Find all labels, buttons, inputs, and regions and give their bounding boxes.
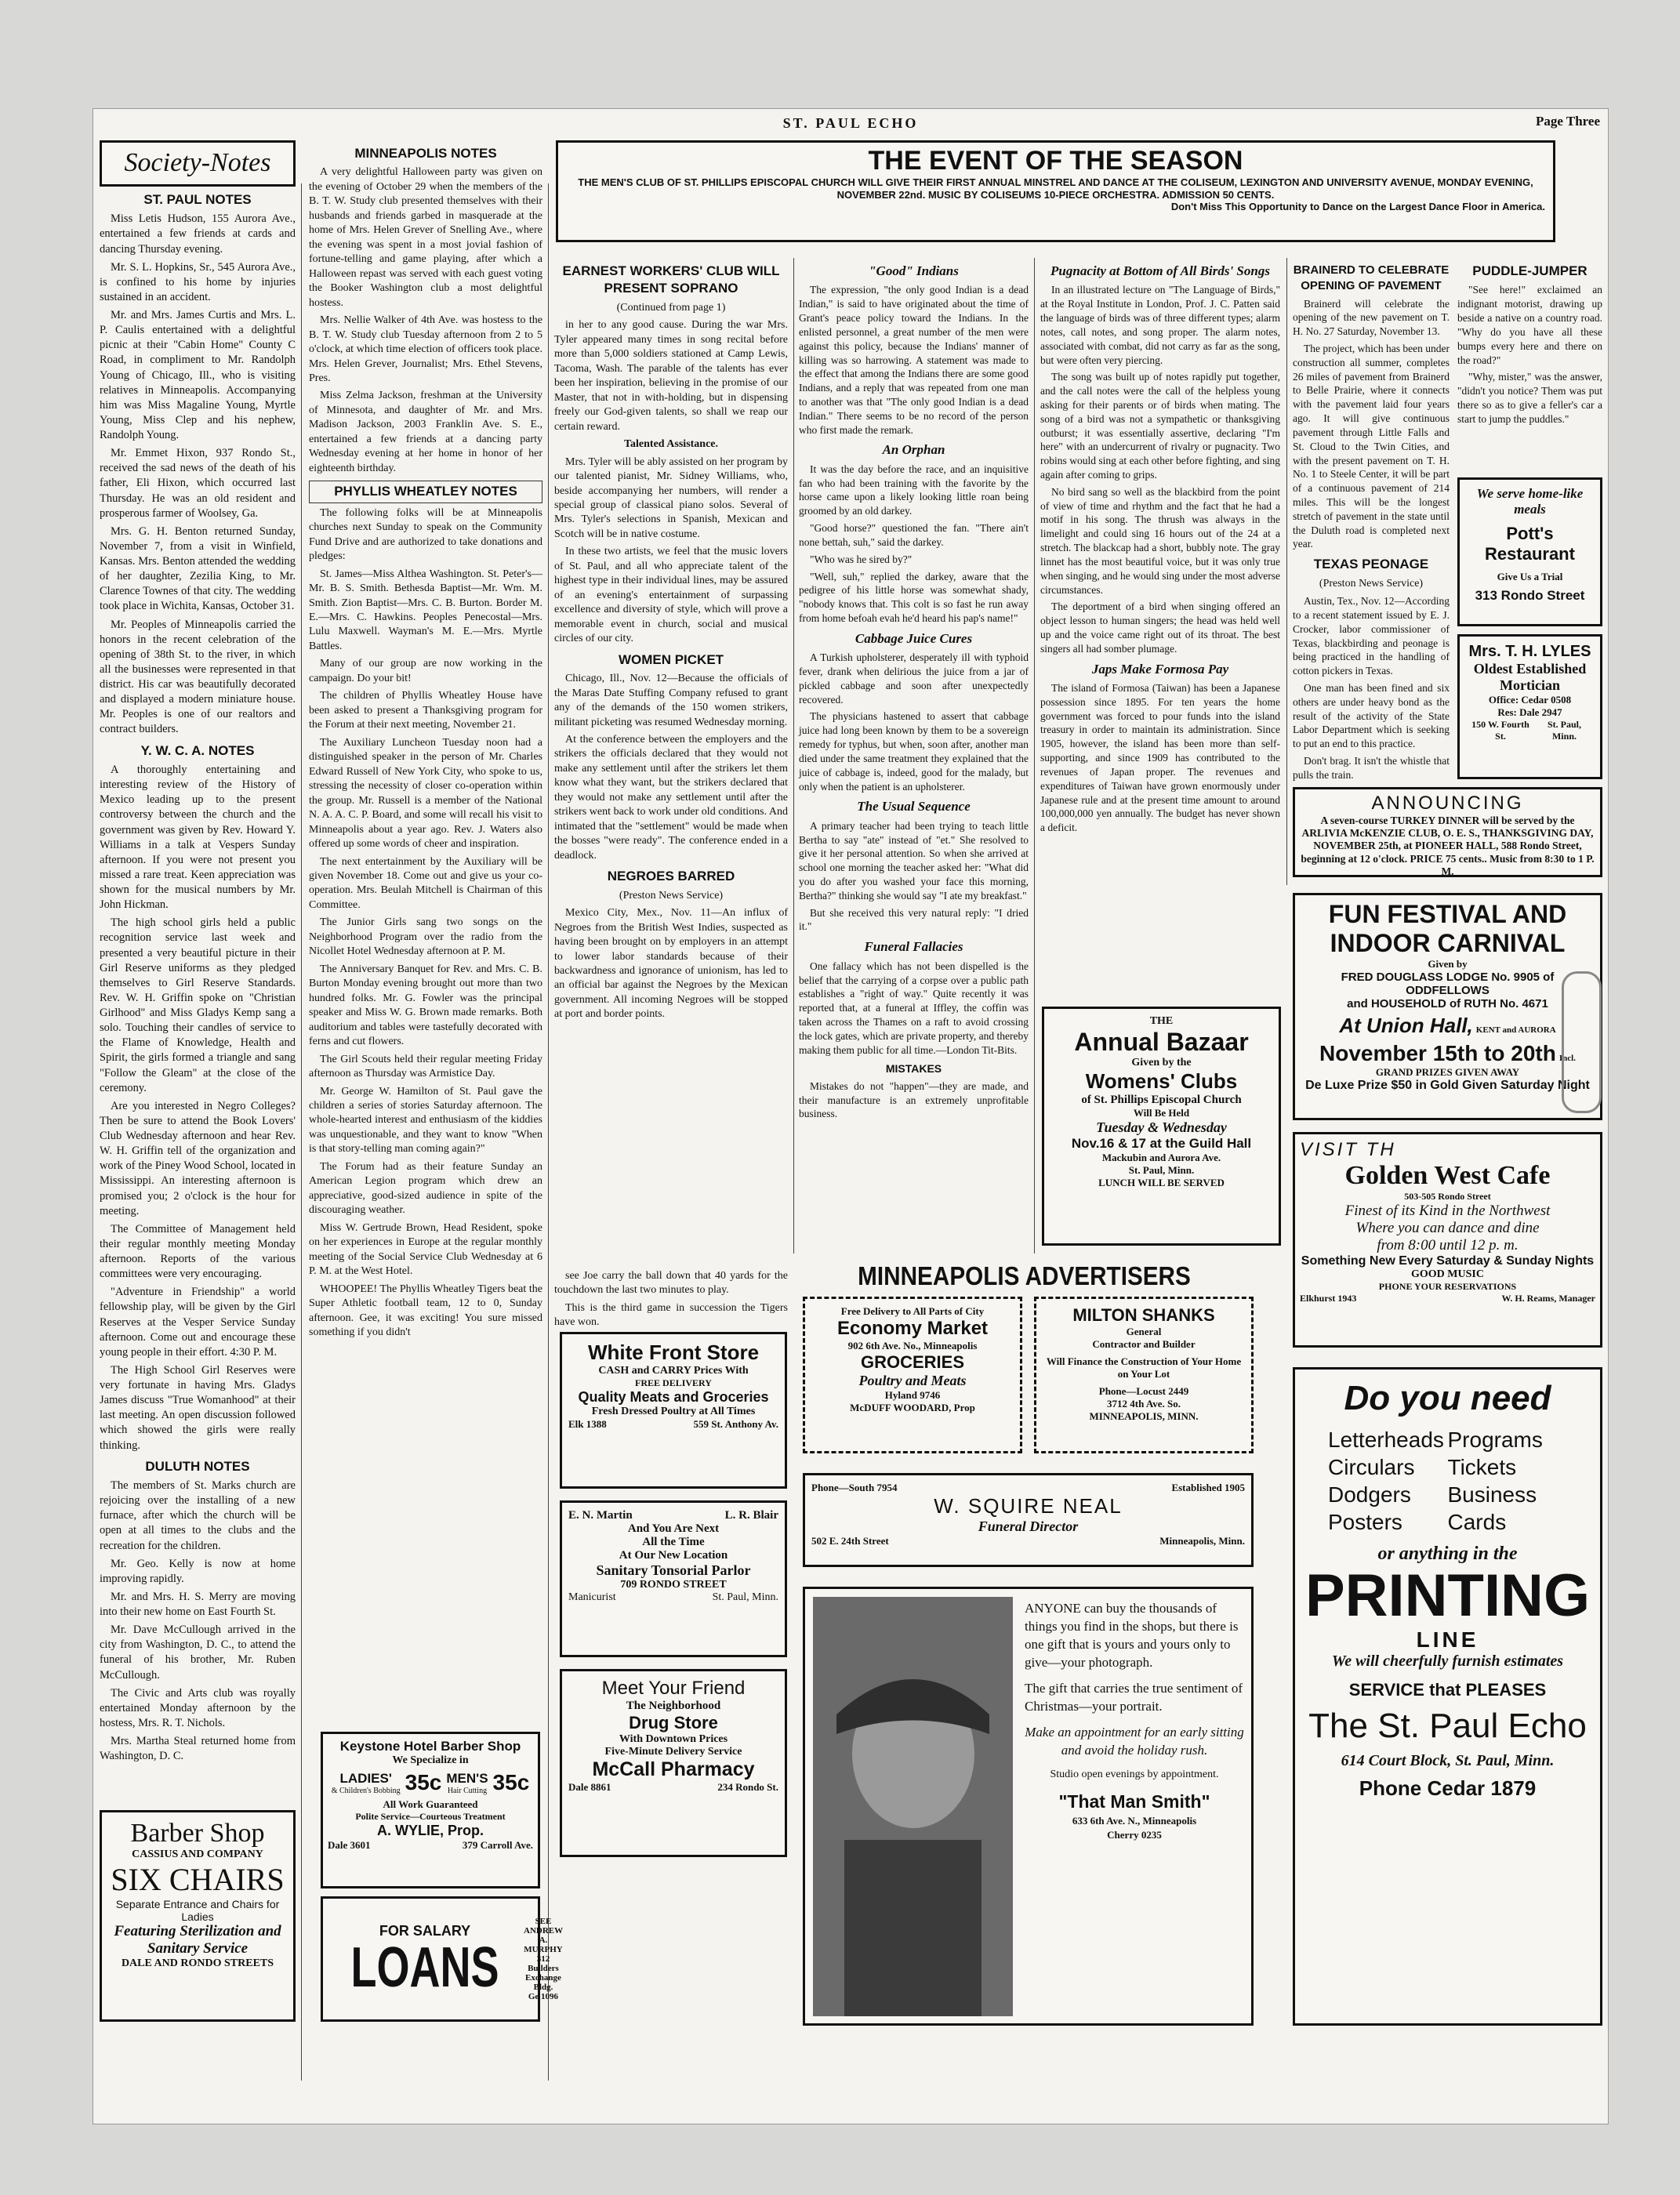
article-paragraph: The members of St. Marks church are rejoicing over the installing of a new furnace, after which the church will be open at all times to the clubs and the recreation for the children.: [100, 1479, 296, 1552]
col-minneapolis: [309, 140, 542, 1344]
article-paragraph: "Who was he sired by?": [810, 553, 913, 565]
article-paragraph: The physicians hastened to assert that cabbage juice had long been known by them to be a sovereign remedy for typhus, but when, soon after, another man died under the same treatment they explained that the juice of cabbage is, indeed, good for the malady, but only when the patient is an upholsterer.: [799, 710, 1029, 793]
keystone-l1: We Specialize in: [392, 1754, 469, 1766]
mccall-phone: Dale 8861: [568, 1781, 611, 1793]
article-paragraph: A Turkish upholsterer, desperately ill with typhoid fever, drank when delirious the juice from a jar of pickled cabbage and soon after unexpectedly recovered.: [799, 651, 1029, 706]
lyles-title: Mrs. T. H. LYLES: [1468, 643, 1591, 660]
heading-pugnacity: Pugnacity at Bottom of All Birds' Songs: [1050, 263, 1270, 278]
article-paragraph: The Auxiliary Luncheon Tuesday noon had a distinguished speaker in the person of Mr. Charles Edward Russell of New York City, who spoke to us, stressing the necessity of closer co-operation within the group. Mr. Russell is a member of the National N. A. A. C. P. Board, and some will recall his visit to Minneapolis about a year ago. Rev. J. Waters also offered up some words of cheer and inspiration.: [309, 736, 542, 851]
tonsorial-l3: At Our New Location: [619, 1549, 728, 1562]
banner-text: THE MEN'S CLUB OF ST. PHILLIPS EPISCOPAL CHURCH WILL GIVE THEIR FIRST ANNUAL MINSTREL AND DANCE AT THE COLISEUM, LEXINGTON AND UNIVERSITY AVENUE, MONDAY EVENING, NOVEMBER 22nd. MUSIC BY COLISEUMS 10-PIECE ORCHESTRA. ADMISSION 50 CENTS.: [578, 176, 1533, 201]
article-paragraph: Mistakes do not "happen"—they are made, and their manufacture is an extremely unprofitable business.: [799, 1079, 1029, 1120]
echo-item: Programs: [1447, 1428, 1543, 1452]
economy-groc: GROCERIES: [860, 1352, 965, 1372]
squire-name: W. SQUIRE NEAL: [934, 1494, 1123, 1518]
article-paragraph: Chicago, Ill., Nov. 12—Because the officials of the Maras Date Stuffing Company refused to grant any of the demands of the 150 women strikers, militant picketing was resumed Wednesday morning.: [554, 673, 788, 728]
article-paragraph: Mr. and Mrs. H. S. Merry are moving into their new home on East Fourth St.: [100, 1590, 296, 1619]
ad-white-front: [560, 1332, 787, 1489]
lyles-office: Office: Cedar 0508: [1488, 694, 1572, 706]
echo-l1: or anything in the: [1377, 1544, 1518, 1564]
article-paragraph: The Junior Girls sang two songs on the Neighborhood Program over the radio from the Nicollet Hotel Wednesday afternoon at P. M.: [309, 916, 542, 958]
echo-name: The St. Paul Echo: [1308, 1706, 1587, 1745]
loans-addr: 312 Builders Exchange Bldg.: [525, 1954, 561, 1992]
barber-big: SIX CHAIRS: [111, 1862, 285, 1897]
article-paragraph: The High School Girl Reserves were very fortunate in having Mrs. Gladys James discuss "True Womanhood" at their last meeting. An open discussion followed which showed the girls were really thinking.: [100, 1363, 296, 1452]
golden-visit: VISIT TH: [1300, 1139, 1396, 1160]
article-paragraph: In an illustrated lecture on "The Language of Birds," at the Royal Institute in London, Prof. J. C. Patten said the language of birds was of three different types; alarm notes, call notes, and song proper. The alarm notes, associated with combat, did not carry as far as the song, but were often very piercing.: [1040, 284, 1280, 366]
shanks-l1: General: [1126, 1326, 1162, 1337]
carnival-prizes: GRAND PRIZES GIVEN AWAY: [1375, 1066, 1520, 1078]
article-paragraph: Don't brag. It isn't the whistle that pulls the train.: [1293, 755, 1450, 781]
bazaar-lunch: LUNCH WILL BE SERVED: [1098, 1177, 1225, 1188]
keystone-l3: Polite Service—Courteous Treatment: [355, 1811, 506, 1822]
article-paragraph: Miss Zelma Jackson, freshman at the University of Minnesota, and daughter of Mr. and Mrs. Madison Jackson, 2003 Franklin Ave. S. E., entertained a few friends at a dancing party Wednesday evening at her home in honor of her eighteenth birthday.: [309, 390, 542, 474]
photo-p3: Make an appointment for an early sitting and avoid the holiday rush.: [1025, 1724, 1244, 1758]
tonsorial-city: St. Paul, Minn.: [712, 1591, 778, 1603]
heading-women-picket: WOMEN PICKET: [618, 651, 724, 667]
echo-phone: Phone Cedar 1879: [1359, 1776, 1537, 1800]
keystone-ladies-sub: & Children's Bobbing: [331, 1786, 401, 1795]
heading-cabbage-juice: Cabbage Juice Cures: [855, 630, 973, 646]
shanks-l3: Will Finance the Construction of Your Home on Your Lot: [1046, 1355, 1242, 1380]
golden-l4: Something New Every Saturday & Sunday Nights: [1301, 1254, 1595, 1268]
news-service: (Preston News Service): [619, 889, 724, 902]
carnival-t1: FUN FESTIVAL AND: [1328, 900, 1567, 928]
ad-keystone-barber: [321, 1732, 540, 1888]
tonsorial-l4: Manicurist: [568, 1591, 616, 1603]
article-paragraph: It was the day before the race, and an inquisitive fan who had been training with the favorite by the horse came upon a likely looking little roan being groomed by an old darkey.: [799, 463, 1029, 517]
economy-l1: Free Delivery to All Parts of City: [840, 1305, 985, 1317]
article-paragraph: Mr. Emmet Hixon, 937 Rondo St., received the sad news of the death of his father, Eli Hixon, which occurred last Thursday. He was an old resident and prosperous farmer of Woolsey, Ga.: [100, 447, 296, 520]
echo-item: Dodgers: [1328, 1482, 1411, 1507]
tonsorial-addr: 709 RONDO STREET: [620, 1579, 727, 1591]
tonsorial-title: Sanitary Tonsorial Parlor: [596, 1562, 751, 1578]
portrait-icon: [813, 1597, 1013, 2016]
article-paragraph: "Good horse?" questioned the fan. "There ain't none bettah, suh," said the darkey.: [799, 522, 1029, 548]
echo-line: LINE: [1416, 1627, 1479, 1652]
ad-annual-bazaar: [1042, 1007, 1281, 1246]
col-miscellany: [799, 258, 1029, 1124]
binder-clip: [1562, 971, 1602, 1113]
portrait-photo: [813, 1597, 1013, 2016]
announce-text: A seven-course TURKEY DINNER will be served by the ARLIVIA McKENZIE CLUB, O. E. S., THANKSGIVING DAY, NOVEMBER 25th, at PIONEER HALL, 588 Rondo Street, beginning at 12 o'clock. PRICE 75 cents.. Music from 8:30 to 1 P. M.: [1301, 815, 1595, 877]
economy-phone: Hyland 9746: [884, 1389, 941, 1401]
mccall-l3: With Downtown Prices: [619, 1733, 728, 1745]
bazaar-days: Tuesday & Wednesday: [1096, 1119, 1227, 1135]
squire-phone: Phone—South 7954: [811, 1482, 898, 1493]
mccall-l1: The Neighborhood: [626, 1700, 721, 1712]
keystone-mens: MEN'S: [446, 1770, 488, 1786]
squire-addr: 502 E. 24th Street: [811, 1535, 889, 1547]
ad-barber-shop: [100, 1810, 296, 2022]
tonsorial-l2: All the Time: [642, 1536, 705, 1548]
whitefront-l3: Quality Meats and Groceries: [578, 1389, 769, 1405]
keystone-price1: 35c: [405, 1770, 442, 1794]
ad-st-paul-echo-printing: [1293, 1367, 1602, 2026]
photo-addr: 633 6th Ave. N., Minneapolis: [1072, 1815, 1197, 1827]
squire-city: Minneapolis, Minn.: [1159, 1535, 1245, 1547]
article-paragraph: A primary teacher had been trying to teach little Bertha to say "ate" instead of "et." She resolved to give it her personal attention. So when she arrived at school one morning the teacher asked her: "What did you do after you washed your face this morning, Bertha?" thinking she would say "I ate my breakfast.": [799, 819, 1029, 902]
bazaar-the: THE: [1149, 1015, 1174, 1027]
ad-announcing: [1293, 787, 1602, 877]
society-masthead: [100, 140, 296, 187]
masthead-title: Society-Notes: [124, 148, 271, 177]
mccall-addr: 234 Rondo St.: [717, 1781, 778, 1793]
article-paragraph: The Committee of Management held their regular monthly meeting Monday afternoon. Reports of the various committees were very encouraging.: [100, 1222, 296, 1281]
echo-t1: Do you need: [1344, 1379, 1551, 1417]
announce-title: ANNOUNCING: [1371, 793, 1524, 814]
carnival-t2: INDOOR CARNIVAL: [1330, 929, 1566, 957]
article-paragraph: Brainerd will celebrate the opening of the new pavement on T. H. No. 27 Saturday, November 13.: [1293, 297, 1450, 338]
col-puddle: [1457, 258, 1602, 430]
echo-item: Cards: [1447, 1510, 1507, 1534]
carnival-l1: FRED DOUGLASS LODGE No. 9905 of ODDFELLOWS: [1341, 971, 1555, 997]
article-paragraph: "See here!" exclaimed an indignant motorist, drawing up beside a native on a country road. "Why do you have all these bumps every here and there on the road?": [1457, 284, 1602, 366]
potts-l1: We serve home-like meals: [1476, 486, 1584, 517]
continued-note: (Continued from page 1): [616, 301, 726, 314]
article-paragraph: Mr. Dave McCullough arrived in the city from Washington, D. C., to attend the funeral of his brother, Mr. Ruben McCullough.: [100, 1624, 296, 1682]
banner-title: THE EVENT OF THE SEASON: [868, 146, 1243, 176]
article-paragraph: in her to any good cause. During the war Mrs. Tyler appeared many times in song recital before more than 5,000 soldiers stationed at Camp Lewis, Tacoma, Wash. The parable of the talents has ever been her inspiration, believing in the promise of our Master, that not in with-holding, but in dispensing freely our God-given talents, so shall we reap our certain reward.: [554, 319, 788, 433]
article-paragraph: Miss Letis Hudson, 155 Aurora Ave., entertained a few friends at cards and dancing Thursday evening.: [100, 212, 296, 256]
ad-tonsorial: [560, 1500, 787, 1657]
heading-funeral-fallacies: Funeral Fallacies: [864, 939, 963, 955]
ad-golden-west: [1293, 1132, 1602, 1348]
economy-prop: McDUFF WOODARD, Prop: [850, 1402, 975, 1413]
barber-l3: DALE AND RONDO STREETS: [121, 1957, 274, 1969]
article-paragraph: The Forum had as their feature Sunday an American Legion program which drew an appreciative, good-sized audience in spite of the discouraging weather.: [309, 1160, 542, 1217]
lyles-addr: 150 W. Fourth St.: [1471, 719, 1529, 742]
echo-l2: We will cheerfully furnish estimates: [1331, 1652, 1564, 1670]
article-paragraph: But she received this very natural reply: "I dried it.": [799, 906, 1029, 933]
newspaper-page: [93, 108, 1609, 2124]
mccall-name: McCall Pharmacy: [592, 1758, 755, 1780]
keystone-phone: Dale 3601: [328, 1839, 371, 1851]
heading-minneapolis-notes: MINNEAPOLIS NOTES: [354, 146, 497, 161]
echo-item: Business: [1447, 1482, 1537, 1507]
carnival-cross: KENT and AURORA: [1475, 1025, 1556, 1035]
heading-phyllis-wheatley: PHYLLIS WHEATLEY NOTES: [309, 481, 542, 502]
shanks-city: MINNEAPOLIS, MINN.: [1089, 1410, 1199, 1422]
keystone-l2: All Work Guaranteed: [383, 1798, 478, 1810]
golden-title: Golden West Cafe: [1344, 1161, 1551, 1190]
echo-addr: 614 Court Block, St. Paul, Minn.: [1341, 1751, 1555, 1769]
bazaar-of: of St. Phillips Episcopal Church: [1081, 1094, 1242, 1106]
article-paragraph: Mr. and Mrs. James Curtis and Mrs. L. P. Caulis entertained with a delightful picnic at their "Cabin Home" County C Road, in compliment to Mr. Randolph Young of Chicago, Ill., who is visiting relatives in Minneapolis. Accompanying him was Miss Magaline Young, Myrtle Young, Miss Clep and his nephew, Randolph Young.: [100, 309, 296, 442]
carnival-incl: Incl.: [1558, 1054, 1576, 1063]
article-paragraph: The Anniversary Banquet for Rev. and Mrs. C. B. Burton Monday evening brought out more than two hundred folks. Mr. G. Fowler was the principal speaker and Miss W. G. Brown made remarks. Both auditorium and tables were tastefully decorated with ferns and cut flowers.: [309, 963, 542, 1048]
whitefront-l1: CASH and CARRY Prices With: [598, 1365, 749, 1377]
lyles-city: St. Paul, Minn.: [1547, 719, 1581, 742]
col-brainerd: [1293, 258, 1450, 785]
ad-that-man-smith: [803, 1587, 1254, 2026]
loans-phone: Ge 1096: [528, 1992, 559, 2001]
echo-item: Letterheads: [1328, 1428, 1444, 1452]
carnival-l2: and HOUSEHOLD of RUTH No. 4671: [1347, 997, 1548, 1010]
article-paragraph: A thoroughly entertaining and interesting review of the History of Mexico leading up to the present controversy between the church and the government was given by Rev. Howard Y. Williams in a talk at Vespers Sunday afternoon. If you were not present you missed a rare treat. Keen appreciation was shown for the musical numbers by Mr. John Hickman.: [100, 764, 296, 912]
golden-phone: Elkhurst 1943: [1300, 1293, 1357, 1304]
article-paragraph: One man has been fined and six others are under heavy bond as the result of the activity of the State Labor Department which is seeking to put an end to this practice.: [1293, 682, 1450, 750]
economy-poultry: Poultry and Meats: [858, 1373, 967, 1388]
loans-name: ANDREW A. MURPHY: [524, 1926, 564, 1954]
bazaar-dates: Nov.16 & 17 at the Guild Hall: [1071, 1136, 1252, 1151]
barber-by: CASSIUS AND COMPANY: [132, 1849, 263, 1860]
article-paragraph: Mr. Peoples of Minneapolis carried the honors in the recent celebration of the opening of 38th St. to the river, in which all the businesses were represented in that district. His car was beautifully decorated and displayed a modern miniature house. Mr. Peoples is one of our realtors and contract builders.: [100, 618, 296, 736]
col-birds: [1040, 258, 1280, 838]
ad-loans: [321, 1896, 564, 2022]
keystone-price2: 35c: [492, 1770, 530, 1794]
article-paragraph: Many of our group are now working in the campaign. Do your bit!: [309, 658, 542, 684]
lyles-l2: Mortician: [1500, 677, 1560, 693]
mccall-title: Meet Your Friend: [601, 1678, 746, 1699]
squire-title: Funeral Director: [978, 1518, 1079, 1534]
article-paragraph: No bird sang so well as the blackbird from the point of view of time and rhythm and the fact that he had a motif in his song. The thrush was always in the limelight and could sing 16 hours out of the 24 at a stretch. The blackcap had a short, bubbly note. The gray linnet has the most beautiful voice, but it was only true when singing, and he would sing under the most adverse circumstances.: [1040, 485, 1280, 596]
golden-l2: Where you can dance and dine: [1355, 1220, 1540, 1236]
golden-l3: from 8:00 until 12 p. m.: [1377, 1237, 1519, 1254]
article-paragraph: Mr. Geo. Kelly is now at home improving rapidly.: [100, 1557, 296, 1585]
barber-title: Barber Shop: [130, 1819, 265, 1848]
bazaar-title: Annual Bazaar: [1074, 1028, 1249, 1056]
heading-formosa: Japs Make Formosa Pay: [1091, 661, 1229, 677]
article-paragraph: The following folks will be at Minneapolis churches next Sunday to speak on the Community Fund Drive and are authorized to take donations and pledges:: [309, 506, 542, 563]
article-paragraph: Miss W. Gertrude Brown, Head Resident, spoke on her experiences in Europe at the regular monthly meeting of the Social Service Club Wednesday at 6 P. M. at the West Hotel.: [309, 1221, 542, 1278]
article-paragraph: One fallacy which has not been dispelled is the belief that the carrying of a corpse over a public path establishes a "right of way." Quite recently it was reported that, at a funeral at Iffley, the coffin was taken across the Thames on a raft to avoid crossing the lock gates, which are private property, and thereby making them public for all time.—London Tit-Bits.: [799, 960, 1029, 1056]
loans-see: SEE: [535, 1917, 552, 1926]
bazaar-city: St. Paul, Minn.: [1128, 1164, 1195, 1176]
golden-l6: PHONE YOUR RESERVATIONS: [1378, 1281, 1517, 1292]
page-label: Page Three: [1536, 114, 1600, 129]
article-paragraph: Mrs. Tyler will be ably assisted on her program by our talented pianist, Mr. Sidney Williams, who, beside accompanying her numbers, will render a special group of classical piano solos. Several of Mrs. Tyler's selections in Spanish, Mexican and Scotch will be in native costume.: [554, 455, 788, 540]
echo-item: Circulars: [1328, 1455, 1415, 1479]
heading-good-indians: "Good" Indians: [869, 263, 959, 278]
bazaar-clubs: Womens' Clubs: [1085, 1069, 1238, 1093]
shanks-title: MILTON SHANKS: [1072, 1305, 1215, 1325]
article-paragraph: The Civic and Arts club was royally entertained Monday afternoon by the hostess, Mrs. R. T. Nichols.: [100, 1686, 296, 1729]
article-paragraph: "Why, mister," was the answer, "didn't you notice? Them was put there so as to give a feller's car a start to jump the puddles.": [1457, 371, 1602, 425]
photo-name: "That Man Smith": [1058, 1791, 1210, 1812]
article-paragraph: A very delightful Halloween party was given on the evening of October 29 when the members of the B. T. W. Study club presented themselves with their husbands and friends garbed in masquerade at the home of Mrs. Helen Grever of Snelling Ave., where the evening was spent in a most jovial fashion of fortune-telling and game playing, after which a Halloween repast was served with each guest voting the Booker Washington club a most delightful hostess.: [309, 166, 542, 309]
loans-top: FOR SALARY: [379, 1922, 471, 1939]
tonsorial-n1: E. N. Martin: [568, 1509, 633, 1522]
news-service: (Preston News Service): [1319, 577, 1424, 590]
article-paragraph: Mrs. Nellie Walker of 4th Ave. was hostess to the B. T. W. Study club Tuesday afternoon from 2 to 5 o'clock, at which time election of officers took place. Mrs. Helen Grever, Journalist; Mrs. Ethel Stevens, Pres.: [309, 314, 542, 384]
heading-ywca: Y. W. C. A. NOTES: [140, 742, 255, 758]
heading-st-paul-notes: ST. PAUL NOTES: [143, 191, 252, 207]
article-paragraph: WHOOPEE! The Phyllis Wheatley Tigers beat the Super Athletic football team, 12 to 0, Sunday afternoon. Gee, it was exciting! You sure missed something if you didn't: [309, 1283, 542, 1339]
keystone-ladies: LADIES': [339, 1770, 392, 1786]
article-paragraph: The high school girls held a public recognition service last week and presented a very beautiful picture in their Girl Reserve uniforms as they pledged themselves to Girl Reserve Standards. Rev. W. H. Griffin spoke on "Christian Girlhood" and Miss Gladys Kemp sang a solo. Touching their candles of service to the Flame of Knowledge, Health and Spirit, the girls formed a triangle and sang "Follow the Gleam" at the close of the ceremony.: [100, 916, 296, 1094]
church-list: St. James—Miss Althea Washington. St. Peter's—Mr. B. S. Smith. Bethesda Baptist—Mr. Wm. M. Smith. Zion Baptist—Mrs. C. B. Burton. Border M. E.—Mrs. C. Hawkins. Peoples Penecostal—Mrs. Lulu Maxwell. Wayman's M. E.—Mrs. Myrtle Battles.: [309, 568, 542, 652]
keystone-mens-sub: Hair Cutting: [447, 1786, 488, 1795]
mccall-l4: Five-Minute Delivery Service: [604, 1746, 742, 1758]
bazaar-given: Given by the: [1131, 1057, 1192, 1068]
article-paragraph: At the conference between the employers and the strikers the officials declared that they would not make any settlement until after the strikers let them know what they want, but the strikers declared that they would not make any settlement until after the strikers went back to work under old conditions. And intimated that the "settlement" would be made when the bosses "were ready". The conference ended in a deadlock.: [554, 733, 788, 862]
col-earnest-bottom: [554, 1269, 788, 1333]
heading-texas-peonage: TEXAS PEONAGE: [1313, 557, 1429, 572]
barber-l2: Featuring Sterilization and Sanitary Service: [114, 1923, 281, 1957]
carnival-dates: November 15th to 20th: [1319, 1041, 1556, 1065]
article-paragraph: The children of Phyllis Wheatley House have been asked to present a Thanksgiving program for the Forum at their next meeting, November 21.: [309, 690, 542, 731]
echo-item: Posters: [1328, 1510, 1402, 1534]
carnival-hall: At Union Hall,: [1339, 1014, 1473, 1037]
ad-potts-restaurant: [1457, 477, 1602, 626]
whitefront-phone: Elk 1388: [568, 1418, 607, 1430]
shanks-l2: Contractor and Builder: [1092, 1338, 1196, 1350]
lyles-l1: Oldest Established: [1473, 661, 1587, 677]
keystone-title: Keystone Hotel Barber Shop: [339, 1739, 521, 1754]
whitefront-title: White Front Store: [587, 1341, 760, 1364]
article-paragraph: The Girl Scouts held their regular meeting Friday afternoon as Thursday was Armistice Day.: [309, 1053, 542, 1080]
economy-addr: 902 6th Ave. No., Minneapolis: [847, 1340, 978, 1351]
heading-an-orphan: An Orphan: [882, 442, 945, 458]
article-paragraph: "Well, suh," replied the darkey, aware that the pedigree of his little horse was somewhat shady, "nobody knows that. This colt is so fast he run away from home befoah evah he'd heard his pap's name!": [799, 570, 1029, 624]
col-earnest: [554, 258, 788, 1025]
col-society: [100, 140, 296, 1767]
golden-l1: Finest of its Kind in the Northwest: [1344, 1203, 1551, 1219]
article-paragraph: Mr. S. L. Hopkins, Sr., 545 Aurora Ave., is confined to his home by injuries sustained in an accident.: [100, 260, 296, 303]
potts-addr: 313 Rondo Street: [1475, 588, 1585, 603]
carnival-given: Given by: [1428, 958, 1468, 970]
whitefront-l2: FREE DELIVERY: [635, 1377, 712, 1388]
heading-brainerd: BRAINERD TO CELEBRATE OPENING OF PAVEMENT: [1293, 263, 1450, 292]
article-paragraph: "Adventure in Friendship" a world fellowship play, will be given by the Girl Reserves at the Vesper Service Sunday afternoon. Come out and encourage these young people in their effort. 4:30 P. M.: [100, 1286, 296, 1359]
keystone-name: A. WYLIE, Prop.: [376, 1823, 484, 1838]
golden-l5: GOOD MUSIC: [1411, 1268, 1484, 1280]
article-paragraph: The song was built up of notes rapidly put together, and the call notes were the call of the helpless young asking for their parents or of birds when mating. The song of a bird was not a sympathetic or thanksgiving outburst; it was essentially assertive, declaring "I'm here" with an undercurrent of rivalry or pugnacity. Two robins would sing at each other before fighting, and sing again after coming to grips.: [1040, 371, 1280, 481]
tonsorial-n2: L. R. Blair: [724, 1509, 778, 1522]
photo-p1: ANYONE can buy the thousands of things you find in the shops, but there is one gift that is yours and yours only to give—your photograph.: [1025, 1601, 1239, 1670]
heading-mistakes: MISTAKES: [885, 1062, 942, 1076]
bazaar-addr: Mackubin and Aurora Ave.: [1101, 1152, 1221, 1163]
heading-puddle-jumper: PUDDLE-JUMPER: [1472, 263, 1587, 278]
article-paragraph: The island of Formosa (Taiwan) has been a Japanese possession since 1895. For ten years the home government was forced to pour funds into the island treasury in order to maintain its administration. Since 1905, however, the island has been more than self-supporting, and since 1909 has contributed to the revenues of Japan proper. The revenues and expenditures of Taiwan have grown enormously under Japanese rule and at the present time amount to around 100,000,000 yen annually. The budget has never shown a deficit.: [1040, 682, 1280, 834]
economy-title: Economy Market: [836, 1318, 989, 1339]
shanks-phone: Phone—Locust 2449: [1098, 1385, 1189, 1397]
ad-economy-market: [803, 1297, 1022, 1453]
ad-lyles-mortician: [1457, 634, 1602, 779]
loans-big: LOANS: [350, 1936, 499, 1999]
article-paragraph: Mr. George W. Hamilton of St. Paul gave the children a series of stories Saturday afternoon. The whole-hearted interest and enthusiasm of the kiddies was unquestionable, and they want to know "When is that story-telling man coming again?": [309, 1085, 542, 1156]
article-paragraph: Austin, Tex., Nov. 12—According to a recent statement issued by E. J. Crocker, labor commissioner of Texas, blackbirding and peonage is being practiced in the handling of cotton pickers in Texas.: [1293, 595, 1450, 677]
golden-addr: 503-505 Rondo Street: [1404, 1191, 1491, 1202]
mccall-l2: Drug Store: [629, 1713, 718, 1732]
potts-title: Pott's Restaurant: [1485, 524, 1575, 564]
shanks-addr: 3712 4th Ave. So.: [1106, 1398, 1181, 1410]
heading-duluth: DULUTH NOTES: [145, 1458, 250, 1474]
echo-l3: SERVICE that PLEASES: [1348, 1679, 1547, 1700]
subhead-talented: Talented Assistance.: [623, 438, 719, 451]
article-paragraph: Mexico City, Mex., Nov. 11—An influx of Negroes from the British West Indies, suspected as having been brought on by employers in an attempt to lower labor standards because of their backwardness and ignorance of unionism, has led to an official bar against the Negroes by the Mexican government. All incoming Negroes will be stopped at port and border points.: [554, 907, 788, 1021]
tonsorial-l1: And You Are Next: [627, 1522, 720, 1535]
article-paragraph: see Joe carry the ball down that 40 yards for the touchdown the last two minutes to play.: [554, 1270, 788, 1297]
banner-tagline: Don't Miss This Opportunity to Dance on the Largest Dance Floor in America.: [1170, 201, 1545, 213]
article-paragraph: The deportment of a bird when singing offered an object lesson to human singers; the head was held well up and the voice came right out of its throat. The best singers all had somber plumage.: [1040, 600, 1280, 655]
echo-big: PRINTING: [1304, 1562, 1591, 1629]
bazaar-held: Will Be Held: [1133, 1107, 1190, 1119]
photo-phone: Cherry 0235: [1107, 1828, 1162, 1841]
whitefront-l4: Fresh Dressed Poultry at All Times: [591, 1406, 756, 1417]
heading-earnest-workers: EARNEST WORKERS' CLUB WILL PRESENT SOPRANO: [562, 263, 780, 296]
event-banner: [556, 140, 1555, 242]
article-paragraph: The project, which has been under construction all summer, completes 26 miles of pavement from Brainerd to Belle Prairie, where it connects with the pavement laid four years ago. It will give continuous pavement through Little Falls and St. Cloud to the Twin Cities, and with the present pavement on T. H. No. 1 to Steele Center, it will be part of a continuous pavement of 214 miles. This will be the longest stretch of pavement in the state until the Duluth road is completed next year.: [1293, 343, 1450, 550]
article-paragraph: This is the third game in succession the Tigers have won.: [554, 1301, 788, 1329]
lyles-res: Res: Dale 2947: [1497, 706, 1562, 718]
ad-milton-shanks: [1034, 1297, 1254, 1453]
article-paragraph: The expression, "the only good Indian is a dead Indian," is said to have originated about the time of Grant's peace policy toward the Indians. In the enlisted personnel, a great number of the men were against this policy, because the Indians' manner of killing was so harrowing. A statement was made to the effect that among the Indians there are some good Indians, and a reply that was repeated from one man to another was that "The only good Indian is a dead Indian." There seems to be no record of the person who first made the remark.: [799, 284, 1029, 436]
article-paragraph: Are you interested in Negro Colleges? Then be sure to attend the Book Lovers' Club Wednesday afternoon and hear Rev. W. H. Griffin tell of the organization and work of the Piney Wood School, located in Mississippi. An interesting afternoon is promised you; 2 o'clock is the hour for meeting.: [100, 1099, 296, 1217]
whitefront-addr: 559 St. Anthony Av.: [693, 1418, 778, 1430]
keystone-addr: 379 Carroll Ave.: [462, 1839, 533, 1851]
photo-p4: Studio open evenings by appointment.: [1050, 1768, 1219, 1780]
golden-mgr: W. H. Reams, Manager: [1501, 1293, 1595, 1304]
barber-l1: Separate Entrance and Chairs for Ladies: [115, 1898, 280, 1923]
echo-item: Tickets: [1447, 1455, 1517, 1479]
ad-mccall-pharmacy: [560, 1669, 787, 1857]
photo-p2: The gift that carries the true sentiment of Christmas—your portrait.: [1025, 1680, 1243, 1714]
article-paragraph: The next entertainment by the Auxiliary will be given November 18. Come out and give us your co-operation. Mrs. Beulah Mitchell is Chairman of this Committee.: [309, 855, 542, 911]
article-paragraph: In these two artists, we feel that the music lovers of St. Paul, and all who appreciate talent of the highest type in their individual lines, may be assured of an evening's entertainment of surpassing excellence and diversity of style, which will prove a memorable event in church, social and musical circles of our city.: [554, 546, 788, 645]
article-paragraph: Mrs. Martha Steal returned home from Washington, D. C.: [100, 1735, 296, 1763]
article-paragraph: Mrs. G. H. Benton returned Sunday, November 7, from a visit in Winfield, Kansas. Mrs. Benton attended the wedding of her daughter, Zezilia King, to Mr. Clarence Townes of that city. The wedding took place in Wichita, Kansas, October 31.: [100, 524, 296, 613]
folio: ST. PAUL ECHO: [782, 115, 919, 131]
squire-est: Established 1905: [1171, 1482, 1245, 1493]
heading-negroes-barred: NEGROES BARRED: [607, 869, 735, 884]
potts-l2: Give Us a Trial: [1497, 571, 1563, 582]
carnival-deluxe: De Luxe Prize $50 in Gold Given Saturday Night: [1305, 1079, 1590, 1092]
minneapolis-advertisers-heading: MINNEAPOLIS ADVERTISERS: [858, 1261, 1191, 1290]
ad-squire-neal: [803, 1473, 1254, 1567]
ad-fun-festival: [1293, 893, 1602, 1120]
heading-usual-sequence: The Usual Sequence: [857, 799, 971, 815]
